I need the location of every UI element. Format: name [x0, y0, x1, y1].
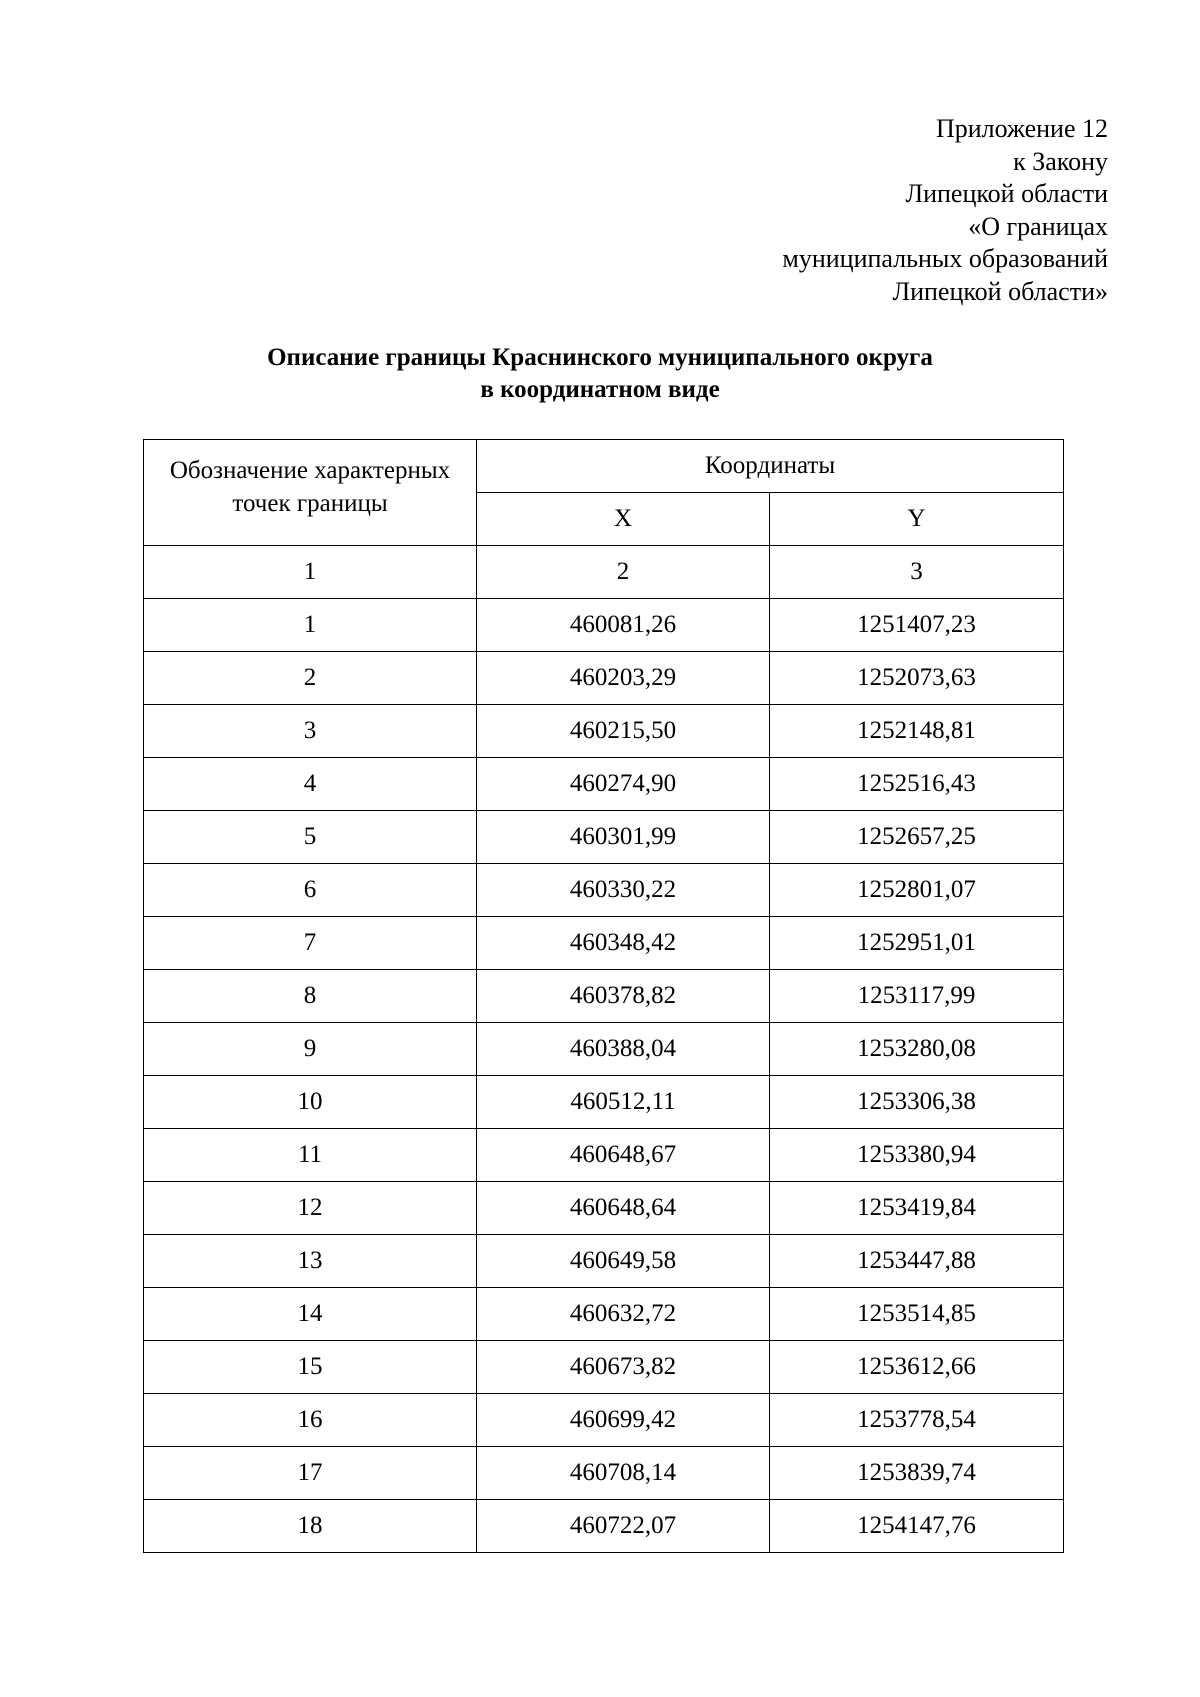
table-row — [144, 1235, 1064, 1288]
point-number: 4 — [144, 758, 477, 811]
header-point-designation: Обозначение характерных точек границы — [144, 440, 477, 546]
y-coordinate: 1252801,07 — [770, 864, 1064, 917]
column-number: 3 — [770, 546, 1064, 599]
point-number: 17 — [144, 1447, 477, 1500]
point-number: 7 — [144, 917, 477, 970]
y-coordinate: 1252657,25 — [770, 811, 1064, 864]
table-row — [144, 811, 1064, 864]
y-coordinate: 1251407,23 — [770, 599, 1064, 652]
y-coordinate: 1253419,84 — [770, 1182, 1064, 1235]
point-number: 8 — [144, 970, 477, 1023]
point-number: 15 — [144, 1341, 477, 1394]
table-row — [144, 758, 1064, 811]
point-number: 11 — [144, 1129, 477, 1182]
point-number: 3 — [144, 705, 477, 758]
table-body — [144, 599, 1064, 1553]
point-number: 10 — [144, 1076, 477, 1129]
table-row — [144, 599, 1064, 652]
y-coordinate: 1253380,94 — [770, 1129, 1064, 1182]
point-number: 16 — [144, 1394, 477, 1447]
x-coordinate: 460215,50 — [477, 705, 770, 758]
x-coordinate: 460632,72 — [477, 1288, 770, 1341]
point-number: 6 — [144, 864, 477, 917]
table-row — [144, 1394, 1064, 1447]
column-number: 2 — [477, 546, 770, 599]
table-row — [144, 1288, 1064, 1341]
y-coordinate: 1253839,74 — [770, 1447, 1064, 1500]
x-coordinate: 460274,90 — [477, 758, 770, 811]
point-number: 2 — [144, 652, 477, 705]
point-number: 14 — [144, 1288, 477, 1341]
table-header — [144, 440, 1064, 599]
y-coordinate: 1252951,01 — [770, 917, 1064, 970]
point-number: 5 — [144, 811, 477, 864]
y-coordinate: 1253778,54 — [770, 1394, 1064, 1447]
x-coordinate: 460348,42 — [477, 917, 770, 970]
y-coordinate: 1252073,63 — [770, 652, 1064, 705]
x-coordinate: 460081,26 — [477, 599, 770, 652]
table-row — [144, 970, 1064, 1023]
header-coordinates: Координаты — [477, 440, 1064, 493]
x-coordinate: 460649,58 — [477, 1235, 770, 1288]
y-coordinate: 1253447,88 — [770, 1235, 1064, 1288]
table-row — [144, 1341, 1064, 1394]
x-coordinate: 460673,82 — [477, 1341, 770, 1394]
title-line-1: Описание границы Краснинского муниципального округа — [267, 344, 933, 371]
y-coordinate: 1253280,08 — [770, 1023, 1064, 1076]
appendix-line: Липецкой области» — [892, 276, 1108, 306]
point-number: 9 — [144, 1023, 477, 1076]
header-y: Y — [770, 493, 1064, 546]
table-row — [144, 917, 1064, 970]
column-number-row — [144, 546, 1064, 599]
x-coordinate: 460648,67 — [477, 1129, 770, 1182]
x-coordinate: 460699,42 — [477, 1394, 770, 1447]
point-number: 1 — [144, 599, 477, 652]
appendix-line: Приложение 12 — [935, 114, 1108, 143]
y-coordinate: 1254147,76 — [770, 1500, 1064, 1553]
y-coordinate: 1252516,43 — [770, 758, 1064, 811]
document-title — [0, 342, 1200, 406]
table-row — [144, 1129, 1064, 1182]
table-row — [144, 864, 1064, 917]
x-coordinate: 460203,29 — [477, 652, 770, 705]
y-coordinate: 1253612,66 — [770, 1341, 1064, 1394]
appendix-line: к Закону — [1013, 146, 1108, 176]
y-coordinate: 1253117,99 — [770, 970, 1064, 1023]
y-coordinate: 1252148,81 — [770, 705, 1064, 758]
title-line-2: в координатном виде — [480, 376, 720, 403]
appendix-line: муниципальных образований — [782, 244, 1108, 273]
y-coordinate: 1253514,85 — [770, 1288, 1064, 1341]
x-coordinate: 460648,64 — [477, 1182, 770, 1235]
table-row — [144, 1023, 1064, 1076]
column-number: 1 — [144, 546, 477, 599]
point-number: 12 — [144, 1182, 477, 1235]
table-row — [144, 1447, 1064, 1500]
point-number: 13 — [144, 1235, 477, 1288]
x-coordinate: 460512,11 — [477, 1076, 770, 1129]
table-row — [144, 652, 1064, 705]
appendix-header — [782, 113, 1108, 308]
x-coordinate: 460708,14 — [477, 1447, 770, 1500]
point-number: 18 — [144, 1500, 477, 1553]
table-row — [144, 705, 1064, 758]
x-coordinate: 460722,07 — [477, 1500, 770, 1553]
header-x: X — [477, 493, 770, 546]
x-coordinate: 460301,99 — [477, 811, 770, 864]
table-row — [144, 1500, 1064, 1553]
table-row — [144, 1076, 1064, 1129]
appendix-line: Липецкой области — [905, 179, 1108, 208]
x-coordinate: 460330,22 — [477, 864, 770, 917]
header-row — [144, 440, 1064, 493]
table-row — [144, 1182, 1064, 1235]
x-coordinate: 460378,82 — [477, 970, 770, 1023]
y-coordinate: 1253306,38 — [770, 1076, 1064, 1129]
x-coordinate: 460388,04 — [477, 1023, 770, 1076]
coordinates-table — [143, 439, 1064, 1553]
appendix-line: «О границах — [968, 211, 1108, 241]
